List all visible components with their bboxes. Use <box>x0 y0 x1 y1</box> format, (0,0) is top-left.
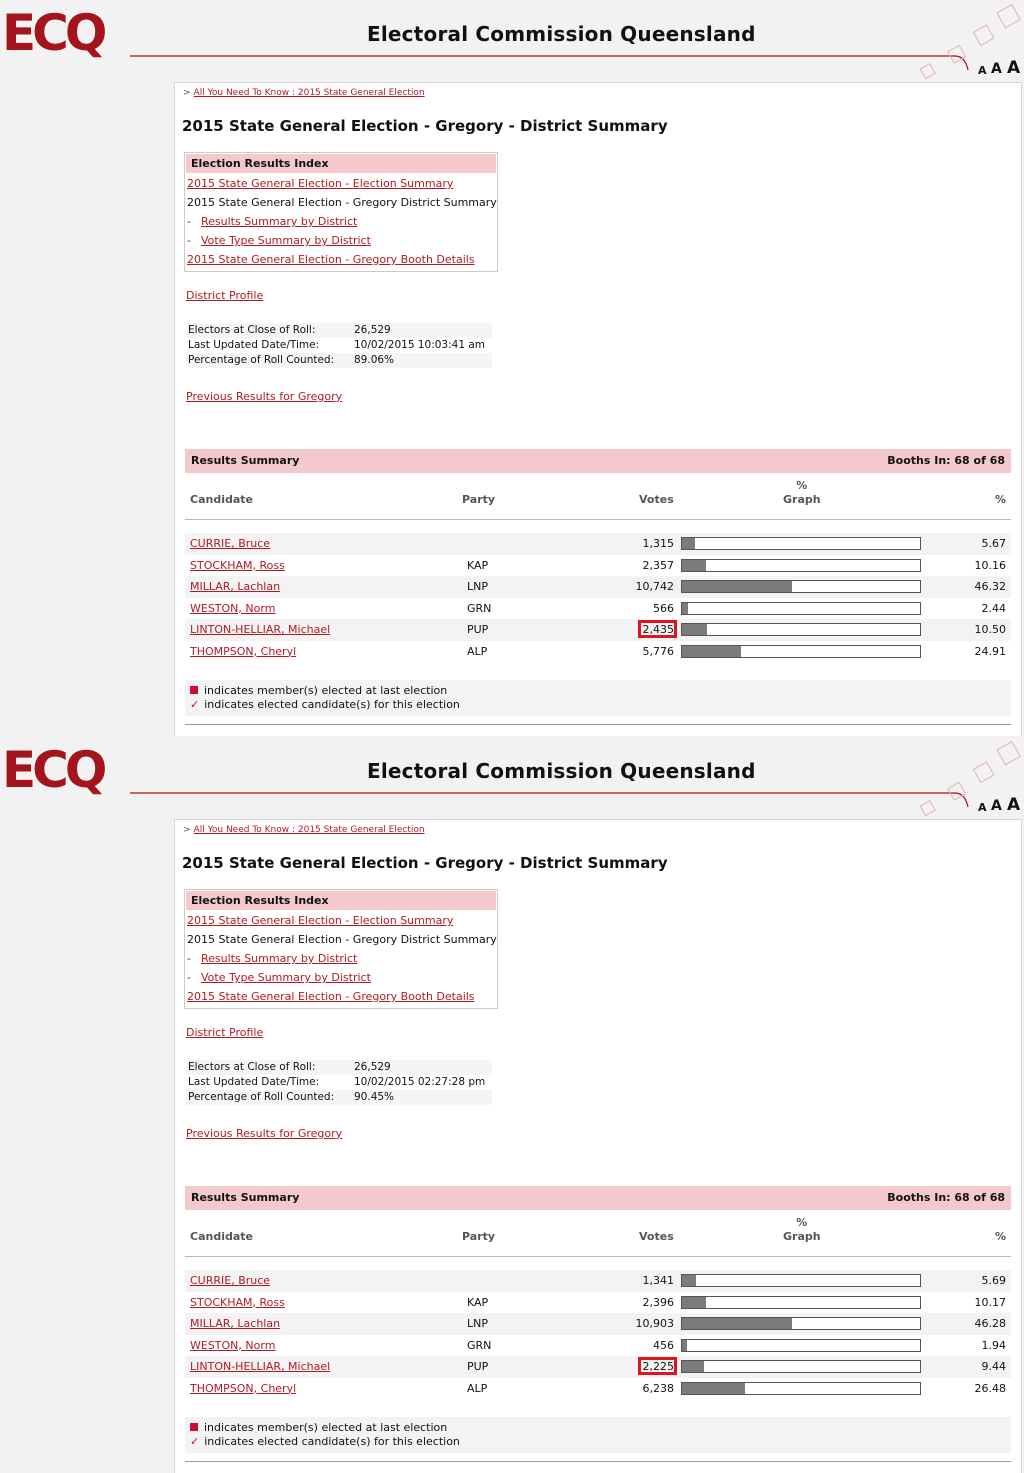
main-content <box>174 82 1022 736</box>
vote-share-bar-fill <box>682 581 792 592</box>
vote-share-bar-fill <box>682 1361 704 1372</box>
page-title: 2015 State General Election - Gregory - District Summary <box>182 854 668 872</box>
site-title: Electoral Commission Queensland <box>367 759 756 783</box>
highlight-box <box>638 620 677 638</box>
vote-share-bar <box>681 602 921 615</box>
electors-value: 26,529 <box>354 324 391 336</box>
roll-counted-value: 89.06% <box>354 354 395 366</box>
candidate-party: KAP <box>467 1295 489 1309</box>
col-party: Party <box>462 493 496 506</box>
col-percent: % <box>994 1230 1006 1243</box>
info-row-roll-counted: Percentage of Roll Counted: 89.06% <box>186 353 492 368</box>
candidate-row <box>185 641 1011 663</box>
results-legend <box>185 1417 1011 1453</box>
candidate-name-link[interactable]: THOMPSON, Cheryl <box>190 1381 297 1395</box>
vote-share-bar <box>681 580 921 593</box>
results-summary <box>185 1186 1011 1462</box>
booths-in: Booths In: 68 of 68 <box>887 454 1005 467</box>
candidate-percent: 24.91 <box>974 644 1006 658</box>
text-size-medium-button[interactable]: A <box>991 798 1002 814</box>
elected-last-marker-icon <box>190 686 198 694</box>
col-graph: % Graph <box>783 1216 821 1243</box>
candidate-percent: 5.69 <box>981 1274 1006 1287</box>
candidate-votes: 456 <box>653 1338 674 1352</box>
index-link-results-by-district[interactable]: Results Summary by District <box>200 952 358 965</box>
candidate-percent: 1.94 <box>981 1338 1006 1352</box>
page-title: 2015 State General Election - Gregory - District Summary <box>182 117 668 135</box>
index-dash-icon: - <box>187 234 191 247</box>
candidate-name-link[interactable]: MILLAR, Lachlan <box>190 580 281 593</box>
index-heading: Election Results Index <box>186 154 496 173</box>
index-link-vote-type-summary[interactable]: Vote Type Summary by District <box>200 234 371 247</box>
district-profile-link[interactable]: District Profile <box>186 289 264 302</box>
info-row-updated: Last Updated Date/Time: 10/02/2015 02:27:28 pm <box>186 1075 492 1090</box>
site-title: Electoral Commission Queensland <box>367 22 756 46</box>
vote-share-bar <box>681 623 921 636</box>
legend-elected-this: ✓ indicates elected candidate(s) for this election <box>190 1435 460 1448</box>
results-page-snapshot-2 <box>0 737 1024 1473</box>
results-column-headers <box>185 473 1011 520</box>
results-summary-header <box>185 1186 1011 1210</box>
vote-share-bar-fill <box>682 1318 792 1329</box>
text-size-small-button[interactable]: A <box>978 64 987 77</box>
info-row-electors: Electors at Close of Roll: 26,529 <box>186 323 492 338</box>
index-link-election-summary[interactable]: 2015 State General Election - Election Summary <box>187 914 454 927</box>
candidate-row <box>185 598 1011 620</box>
vote-share-bar <box>681 1317 921 1330</box>
svg-text:ECQ: ECQ <box>2 741 104 795</box>
col-candidate: Candidate <box>190 493 253 506</box>
election-results-index <box>184 889 498 1009</box>
candidate-name-link[interactable]: WESTON, Norm <box>190 1338 276 1352</box>
candidate-votes: 566 <box>653 601 674 615</box>
col-candidate: Candidate <box>190 1230 253 1243</box>
index-heading: Election Results Index <box>186 891 496 910</box>
results-summary-title: Results Summary <box>191 454 300 467</box>
site-header <box>0 0 1024 80</box>
main-content <box>174 819 1022 1473</box>
candidate-row <box>185 619 1011 641</box>
results-summary-header <box>185 449 1011 473</box>
candidate-votes: 1,341 <box>642 1274 674 1287</box>
candidate-row <box>185 1292 1011 1314</box>
index-current-district-summary: 2015 State General Election - Gregory District Summary <box>187 933 497 946</box>
electors-value: 26,529 <box>354 1061 391 1073</box>
results-summary-title: Results Summary <box>191 1191 300 1204</box>
candidate-row <box>185 1356 1011 1378</box>
candidate-name-link[interactable]: CURRIE, Bruce <box>190 537 271 550</box>
vote-share-bar <box>681 559 921 572</box>
candidate-percent: 26.48 <box>974 1381 1006 1395</box>
candidate-votes: 10,742 <box>635 580 674 593</box>
breadcrumb <box>183 88 425 98</box>
vote-share-bar-fill <box>682 1275 696 1286</box>
breadcrumb-arrow-icon: > <box>183 88 191 98</box>
results-legend <box>185 680 1011 716</box>
col-party: Party <box>462 1230 496 1243</box>
legend-elected-last: indicates member(s) elected at last election <box>185 1421 1011 1435</box>
candidate-percent: 46.32 <box>974 580 1006 593</box>
legend-elected-this: ✓ indicates elected candidate(s) for this election <box>190 698 460 711</box>
legend-elected-last: indicates member(s) elected at last election <box>185 684 1011 698</box>
info-row-electors: Electors at Close of Roll: 26,529 <box>186 1060 492 1075</box>
previous-results-link[interactable]: Previous Results for Gregory <box>186 1127 343 1140</box>
candidate-name-link[interactable]: LINTON-HELLIAR, Michael <box>190 623 331 636</box>
vote-share-bar <box>681 645 921 658</box>
breadcrumb-arrow-icon: > <box>183 825 191 835</box>
candidate-party: PUP <box>467 623 489 636</box>
candidate-party: ALP <box>467 1381 488 1395</box>
candidate-row <box>185 1335 1011 1357</box>
roll-info-table <box>186 323 492 368</box>
results-column-headers <box>185 1210 1011 1257</box>
candidate-percent: 5.67 <box>981 537 1006 550</box>
info-row-updated: Last Updated Date/Time: 10/02/2015 10:03:41 am <box>186 338 492 353</box>
divider <box>185 724 1011 725</box>
text-size-small-button[interactable]: A <box>978 801 987 814</box>
candidate-name-link[interactable]: CURRIE, Bruce <box>190 1274 271 1287</box>
candidate-rows <box>185 1270 1011 1399</box>
breadcrumb-link[interactable]: All You Need To Know : 2015 State General Election <box>193 88 425 98</box>
index-link-booth-details[interactable]: 2015 State General Election - Gregory Booth Details <box>187 990 475 1003</box>
index-link-results-by-district[interactable]: Results Summary by District <box>200 215 358 228</box>
candidate-votes: 10,903 <box>635 1317 674 1330</box>
col-graph: % Graph <box>783 479 821 506</box>
text-size-large-button[interactable]: A <box>1007 58 1021 78</box>
candidate-percent: 10.16 <box>974 558 1006 572</box>
candidate-row <box>185 533 1011 555</box>
index-dash-icon: - <box>187 952 191 965</box>
candidate-row <box>185 1270 1011 1292</box>
candidate-name-link[interactable]: THOMPSON, Cheryl <box>190 644 297 658</box>
candidate-name-link[interactable]: MILLAR, Lachlan <box>190 1317 281 1330</box>
candidate-party: GRN <box>467 601 492 615</box>
candidate-name-link[interactable]: STOCKHAM, Ross <box>190 1295 285 1309</box>
election-results-index <box>184 152 498 272</box>
site-header <box>0 737 1024 817</box>
district-profile-link[interactable]: District Profile <box>186 1026 264 1039</box>
candidate-row <box>185 555 1011 577</box>
vote-share-bar <box>681 1339 921 1352</box>
info-row-roll-counted: Percentage of Roll Counted: 90.45% <box>186 1090 492 1105</box>
candidate-votes: 1,315 <box>642 537 674 550</box>
candidate-party: PUP <box>467 1360 489 1373</box>
checkmark-icon: ✓ <box>190 1435 200 1448</box>
candidate-name-link[interactable]: STOCKHAM, Ross <box>190 558 285 572</box>
booths-in: Booths In: 68 of 68 <box>887 1191 1005 1204</box>
text-size-medium-button[interactable]: A <box>991 61 1002 77</box>
vote-share-bar <box>681 1382 921 1395</box>
index-link-booth-details[interactable]: 2015 State General Election - Gregory Booth Details <box>187 253 475 266</box>
candidate-percent: 2.44 <box>981 601 1006 615</box>
candidate-percent: 10.17 <box>974 1295 1006 1309</box>
updated-value: 10/02/2015 10:03:41 am <box>354 339 486 351</box>
candidate-row <box>185 576 1011 598</box>
col-votes: Votes <box>639 1230 674 1243</box>
text-size-large-button[interactable]: A <box>1007 795 1021 815</box>
ecq-logo[interactable] <box>2 741 132 795</box>
breadcrumb <box>183 825 425 835</box>
candidate-percent: 46.28 <box>974 1317 1006 1330</box>
candidate-rows <box>185 533 1011 662</box>
index-link-election-summary[interactable]: 2015 State General Election - Election Summary <box>187 177 454 190</box>
vote-share-bar <box>681 1296 921 1309</box>
vote-share-bar-fill <box>682 1383 745 1394</box>
candidate-party: ALP <box>467 644 488 658</box>
candidate-votes: 2,396 <box>642 1295 674 1309</box>
candidate-name-link[interactable]: WESTON, Norm <box>190 601 276 615</box>
svg-text:ECQ: ECQ <box>2 4 104 58</box>
vote-share-bar-fill <box>682 1297 706 1308</box>
vote-share-bar-fill <box>682 560 706 571</box>
candidate-votes: 2,225 <box>642 1360 674 1373</box>
divider <box>185 1461 1011 1462</box>
col-percent: % <box>994 493 1006 506</box>
breadcrumb-link[interactable]: All You Need To Know : 2015 State General Election <box>193 825 425 835</box>
results-summary <box>185 449 1011 725</box>
candidate-percent: 9.44 <box>981 1360 1006 1373</box>
candidate-row <box>185 1313 1011 1335</box>
elected-last-marker-icon <box>190 1423 198 1431</box>
candidate-name-link[interactable]: LINTON-HELLIAR, Michael <box>190 1360 331 1373</box>
ecq-logo[interactable] <box>2 4 132 58</box>
candidate-party: GRN <box>467 1338 492 1352</box>
vote-share-bar-fill <box>682 646 741 657</box>
updated-value: 10/02/2015 02:27:28 pm <box>354 1076 486 1088</box>
index-current-district-summary: 2015 State General Election - Gregory District Summary <box>187 196 497 209</box>
previous-results-link[interactable]: Previous Results for Gregory <box>186 390 343 403</box>
candidate-row <box>185 1378 1011 1400</box>
vote-share-bar-fill <box>682 1340 687 1351</box>
vote-share-bar <box>681 1360 921 1373</box>
vote-share-bar <box>681 1274 921 1287</box>
candidate-percent: 10.50 <box>974 623 1006 636</box>
index-link-vote-type-summary[interactable]: Vote Type Summary by District <box>200 971 371 984</box>
vote-share-bar-fill <box>682 538 695 549</box>
candidate-party: LNP <box>467 580 488 593</box>
vote-share-bar-fill <box>682 624 707 635</box>
index-dash-icon: - <box>187 215 191 228</box>
index-dash-icon: - <box>187 971 191 984</box>
roll-info-table <box>186 1060 492 1105</box>
vote-share-bar-fill <box>682 603 688 614</box>
candidate-party: KAP <box>467 558 489 572</box>
candidate-votes: 6,238 <box>642 1381 674 1395</box>
candidate-votes: 5,776 <box>642 644 674 658</box>
roll-counted-value: 90.45% <box>354 1091 395 1103</box>
vote-share-bar <box>681 537 921 550</box>
highlight-box <box>638 1357 677 1375</box>
candidate-party: LNP <box>467 1317 488 1330</box>
candidate-votes: 2,435 <box>642 623 674 636</box>
col-votes: Votes <box>639 493 674 506</box>
results-page-snapshot-1 <box>0 0 1024 736</box>
checkmark-icon: ✓ <box>190 698 200 711</box>
candidate-votes: 2,357 <box>642 558 674 572</box>
